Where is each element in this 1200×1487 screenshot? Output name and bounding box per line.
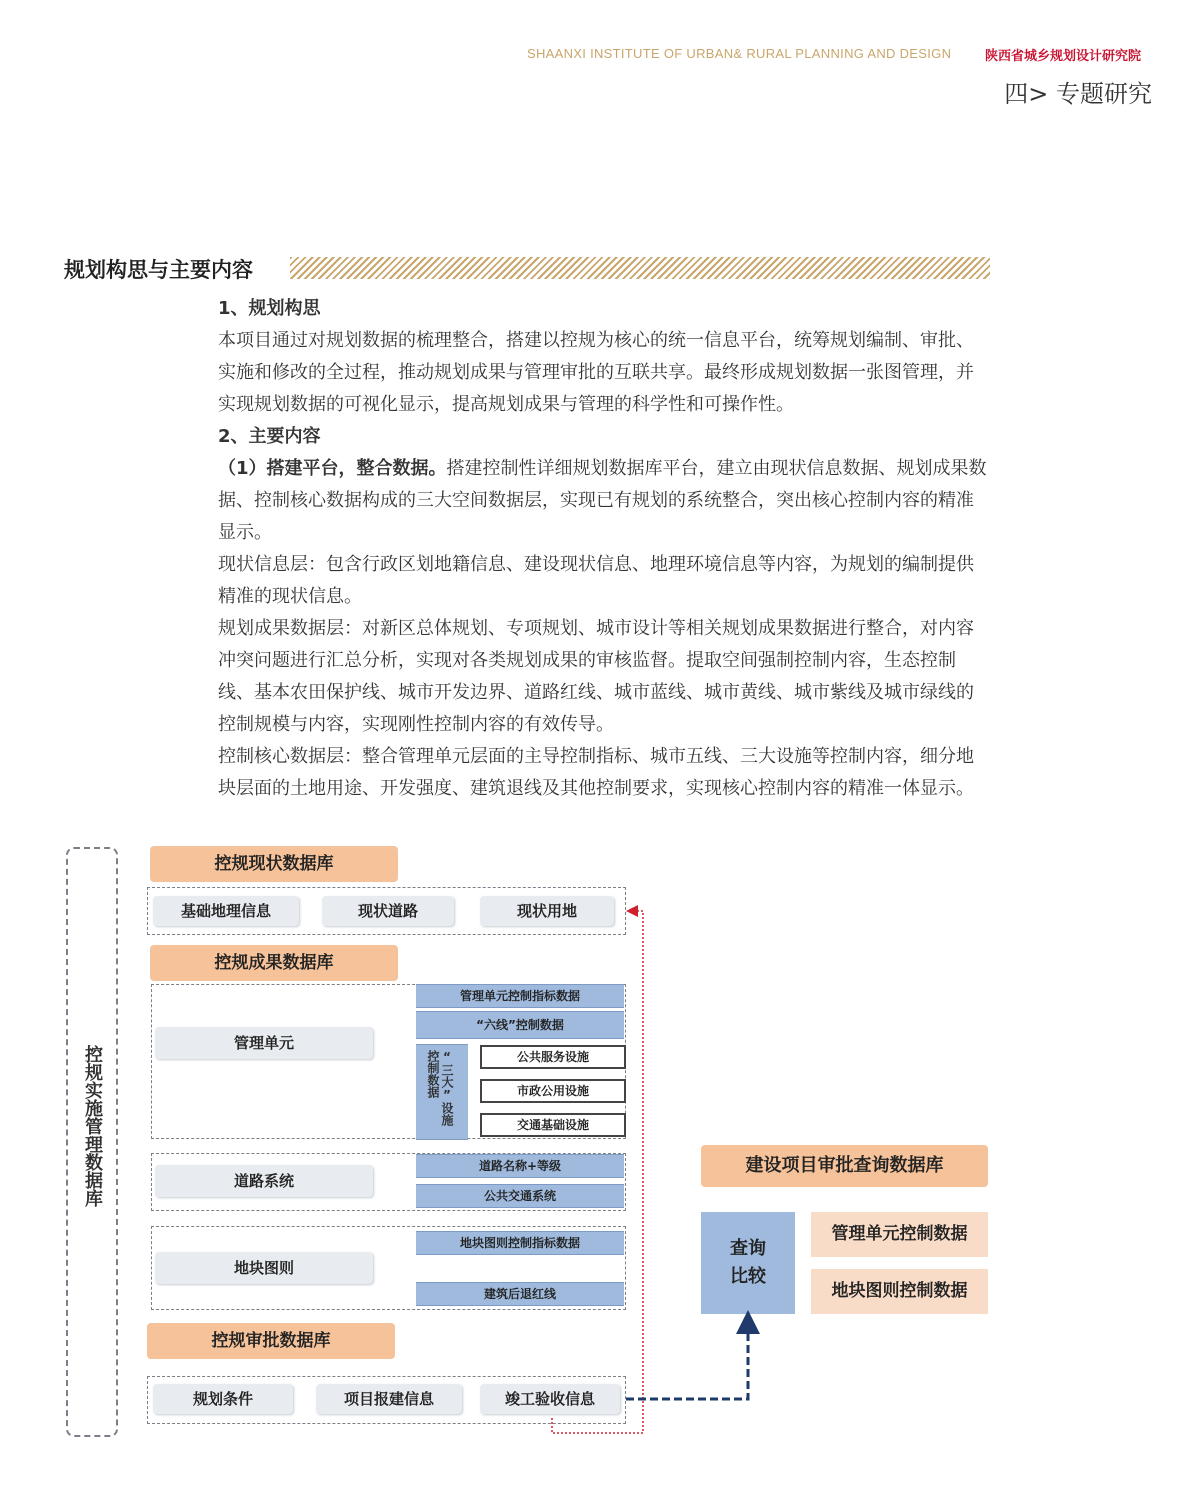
institute-name-en: SHAANXI INSTITUTE OF URBAN& RURAL PLANNING AND DESIGN	[527, 46, 952, 61]
paragraph-1: 本项目通过对规划数据的梳理整合，搭建以控规为核心的统一信息平台，统筹规划编制、审批、实施和修改的全过程，推动规划成果与管理审批的互联共享。最终形成规划数据一张图管理，并实现规划数据的可视化显示，提高规划成果与管理的科学性和可操作性。	[218, 330, 974, 415]
paragraph-2-lead: （1）搭建平台，整合数据。	[218, 458, 447, 479]
db-approval-title: 控规审批数据库	[147, 1323, 395, 1359]
item-plot-index: 地块图则控制指标数据	[416, 1231, 624, 1255]
item-transport-infra: 交通基础设施	[480, 1113, 626, 1137]
item-unit-control: 管理单元控制数据	[811, 1212, 988, 1257]
item-unit-index: 管理单元控制指标数据	[416, 984, 624, 1008]
heading-1: 1、规划构思	[218, 298, 321, 319]
item-completion: 竣工验收信息	[480, 1384, 620, 1414]
item-setback: 建筑后退红线	[416, 1282, 624, 1306]
item-public-transit: 公共交通系统	[416, 1184, 624, 1208]
heading-2: 2、主要内容	[218, 426, 321, 447]
item-current-road: 现状道路	[322, 896, 454, 926]
item-basic-geo: 基础地理信息	[153, 896, 299, 926]
item-management-unit: 管理单元	[155, 1027, 373, 1059]
item-plot-control: 地块图则控制数据	[811, 1269, 988, 1314]
query-line	[626, 1322, 748, 1399]
db-status-title: 控规现状数据库	[150, 846, 398, 882]
db-query-title: 建设项目审批查询数据库	[701, 1145, 988, 1187]
item-road-system: 道路系统	[155, 1165, 373, 1197]
section-indicator: 四> 专题研究	[1004, 80, 1152, 108]
item-six-lines: “六线”控制数据	[416, 1011, 624, 1039]
item-project-report: 项目报建信息	[316, 1384, 462, 1414]
item-current-land: 现状用地	[480, 896, 614, 926]
db-result-title: 控规成果数据库	[150, 945, 398, 981]
section-title: 规划构思与主要内容	[64, 258, 253, 282]
item-plot-plan: 地块图则	[155, 1252, 373, 1284]
institute-name-cn: 陕西省城乡规划设计研究院	[985, 49, 1142, 64]
item-road-name: 道路名称+等级	[416, 1154, 624, 1178]
paragraph-2-text: 搭建控制性详细规划数据库平台，建立由现状信息数据、规划成果数据、控制核心数据构成的三大空间数据层，实现已有规划的系统整合，突出核心控制内容的精准显示。	[218, 458, 987, 543]
paragraph-4: 规划成果数据层：对新区总体规划、专项规划、城市设计等相关规划成果数据进行整合，对内容冲突问题进行汇总分析，实现对各类规划成果的审核监督。提取空间强制控制内容，生态控制线、基本农田保护线、城市开发边界、道路红线、城市蓝线、城市黄线、城市紫线及城市绿线的控制规模与内容，实现刚性控制内容的有效传导。	[218, 618, 974, 735]
query-label: 查询比较	[730, 1238, 766, 1287]
paragraph-5: 控制核心数据层：整合管理单元层面的主导控制指标、城市五线、三大设施等控制内容，细分地块层面的土地用途、开发强度、建筑退线及其他控制要求，实现核心控制内容的精准一体显示。	[218, 746, 974, 799]
item-public-service: 公共服务设施	[480, 1045, 626, 1069]
item-planning-condition: 规划条件	[153, 1384, 293, 1414]
feedback-line	[552, 911, 643, 1433]
item-municipal: 市政公用设施	[480, 1079, 626, 1103]
facility-group-label: “三大”设施控制数据	[426, 1050, 454, 1126]
side-label: 控规实施管理数据库	[82, 1045, 103, 1207]
paragraph-3: 现状信息层：包含行政区划地籍信息、建设现状信息、地理环境信息等内容，为规划的编制提供精准的现状信息。	[218, 554, 974, 607]
